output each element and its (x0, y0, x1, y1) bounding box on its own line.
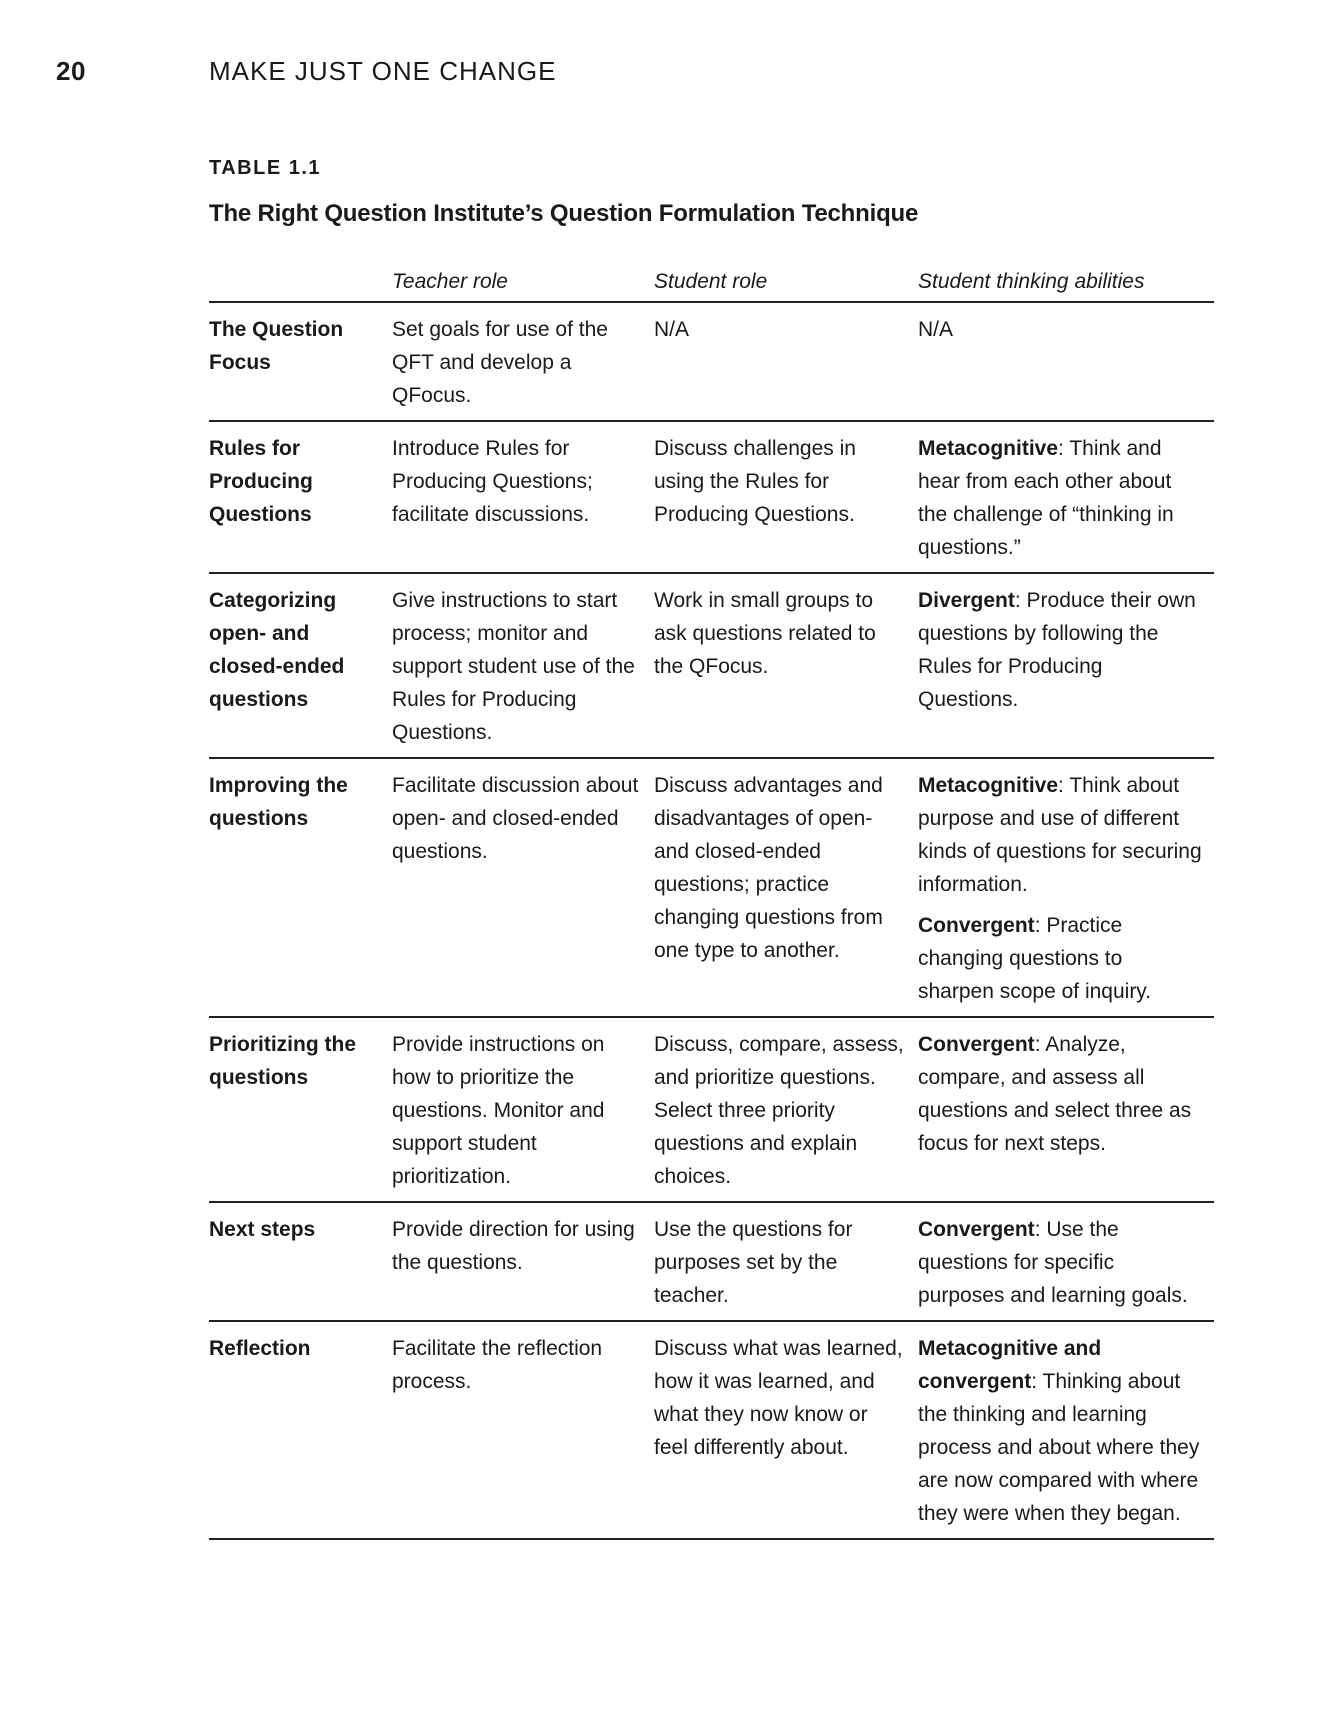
ability-entry (918, 584, 1202, 716)
student-role-cell: Work in small groups to ask questions related to the QFocus. (654, 573, 918, 758)
stage-cell: Rules for Producing Questions (209, 421, 392, 573)
stage-cell: Reflection (209, 1321, 392, 1539)
ability-label: Metacognitive (918, 437, 1059, 460)
table-label: TABLE 1.1 (209, 157, 322, 179)
teacher-role-cell: Give instructions to start process; monitor and support student use of the Rules for Producing Questions. (392, 573, 654, 758)
column-header-teacher-role: Teacher role (392, 265, 654, 302)
ability-text: : Use the questions for specific purposes and learning goals. (918, 1218, 1188, 1307)
stage-cell: Categorizing open- and closed-ended questions (209, 573, 392, 758)
thinking-abilities-cell (918, 758, 1214, 1017)
stage-cell: Next steps (209, 1202, 392, 1321)
teacher-role-cell: Facilitate discussion about open- and closed-ended questions. (392, 758, 654, 1017)
thinking-abilities-cell (918, 1202, 1214, 1321)
ability-label: Convergent (918, 914, 1035, 937)
ability-text: : Think about purpose and use of different kinds of questions for securing information. (918, 774, 1202, 896)
ability-text: : Thinking about the thinking and learning process and about where they are now compared with where they were when they began. (918, 1370, 1200, 1525)
thinking-abilities-cell (918, 421, 1214, 573)
table-header-row (209, 265, 1214, 302)
stage-cell: Prioritizing the questions (209, 1017, 392, 1202)
teacher-role-cell: Provide instructions on how to prioritize the questions. Monitor and support student prioritization. (392, 1017, 654, 1202)
student-role-cell: Discuss what was learned, how it was learned, and what they now know or feel differently about. (654, 1321, 918, 1539)
stage-cell: Improving the questions (209, 758, 392, 1017)
page-number: 20 (56, 56, 86, 86)
ability-entry (918, 432, 1202, 564)
ability-text: N/A (918, 318, 954, 341)
column-header-stage (209, 265, 392, 302)
teacher-role-cell: Introduce Rules for Producing Questions; facilitate discussions. (392, 421, 654, 573)
table-row (209, 758, 1214, 1017)
ability-entry (918, 909, 1202, 1008)
ability-entry (918, 1213, 1202, 1312)
ability-entry (918, 769, 1202, 901)
teacher-role-cell: Set goals for use of the QFT and develop a QFocus. (392, 302, 654, 421)
ability-label: Convergent (918, 1218, 1035, 1241)
student-role-cell: Use the questions for purposes set by the teacher. (654, 1202, 918, 1321)
qft-table (209, 265, 1214, 1540)
table-row (209, 1017, 1214, 1202)
column-header-thinking-abilities: Student thinking abilities (918, 265, 1214, 302)
student-role-cell: Discuss challenges in using the Rules for Producing Questions. (654, 421, 918, 573)
thinking-abilities-cell (918, 1017, 1214, 1202)
thinking-abilities-cell (918, 1321, 1214, 1539)
table-row (209, 573, 1214, 758)
table-row (209, 302, 1214, 421)
stage-cell: The Question Focus (209, 302, 392, 421)
ability-label: Convergent (918, 1033, 1035, 1056)
ability-label: Divergent (918, 589, 1015, 612)
table-row (209, 1321, 1214, 1539)
student-role-cell: N/A (654, 302, 918, 421)
teacher-role-cell: Provide direction for using the questions. (392, 1202, 654, 1321)
table-row (209, 421, 1214, 573)
ability-entry (918, 1332, 1202, 1530)
student-role-cell: Discuss, compare, assess, and prioritize questions. Select three priority questions and explain choices. (654, 1017, 918, 1202)
ability-entry (918, 313, 1202, 346)
teacher-role-cell: Facilitate the reflection process. (392, 1321, 654, 1539)
ability-text: : Analyze, compare, and assess all questions and select three as focus for next steps. (918, 1033, 1192, 1155)
ability-label: Metacognitive (918, 774, 1059, 797)
thinking-abilities-cell (918, 302, 1214, 421)
column-header-student-role: Student role (654, 265, 918, 302)
ability-text: : Practice changing questions to sharpen scope of inquiry. (918, 914, 1152, 1003)
running-head: MAKE JUST ONE CHANGE (209, 56, 557, 86)
table-row (209, 1202, 1214, 1321)
student-role-cell: Discuss advantages and disadvantages of open- and closed-ended questions; practice changing questions from one type to another. (654, 758, 918, 1017)
ability-text: : Produce their own questions by following the Rules for Producing Questions. (918, 589, 1196, 711)
ability-entry (918, 1028, 1202, 1160)
table-title: The Right Question Institute’s Question Formulation Technique (209, 200, 919, 227)
ability-label: Metacognitive and convergent (918, 1337, 1102, 1393)
ability-text: : Think and hear from each other about the challenge of “thinking in questions.” (918, 437, 1174, 559)
thinking-abilities-cell (918, 573, 1214, 758)
